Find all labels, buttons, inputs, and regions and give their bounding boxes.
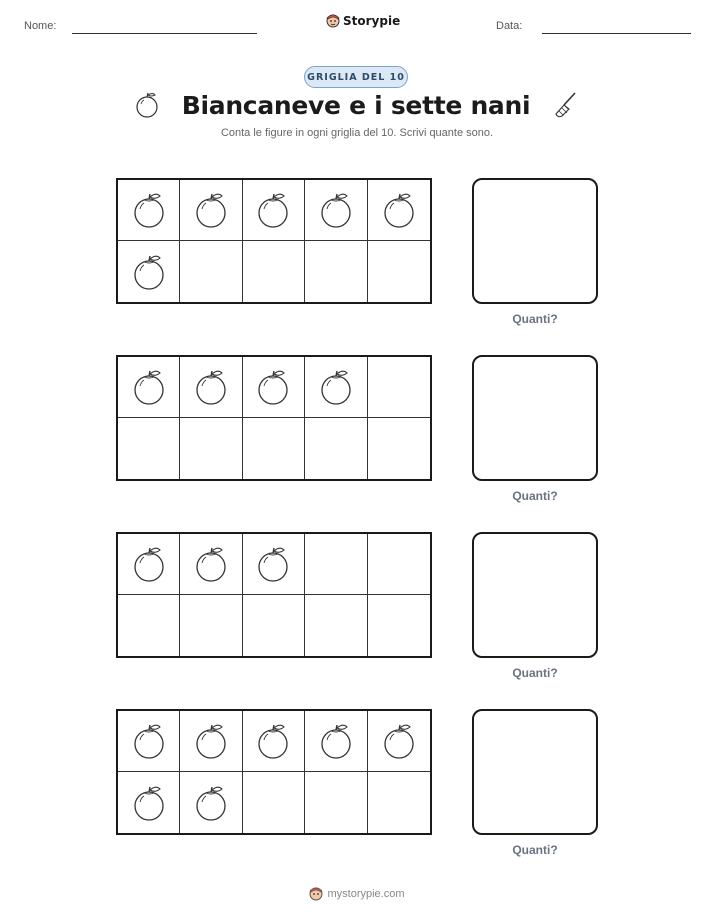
apple-icon (194, 722, 228, 760)
answer-label-2: Quanti? (512, 489, 558, 503)
ten-frame-cell-empty (243, 772, 305, 833)
ten-frame-cell-empty (368, 357, 430, 418)
ten-frame-cell-empty (368, 772, 430, 833)
ten-frame-cell-filled (243, 180, 305, 241)
apple-icon (194, 368, 228, 406)
ten-frame-cell-filled (305, 711, 367, 772)
apple-icon (132, 545, 166, 583)
ten-frame-cell-filled (118, 534, 180, 595)
apple-icon (132, 253, 166, 291)
ten-frame-cell-filled (180, 711, 242, 772)
apple-icon (256, 722, 290, 760)
ten-frame-cell-empty (180, 595, 242, 656)
ten-frame-cell-filled (305, 180, 367, 241)
apple-icon (256, 191, 290, 229)
ten-frame-cell-filled (243, 711, 305, 772)
answer-label-1: Quanti? (512, 312, 558, 326)
ten-frame-cell-empty (305, 418, 367, 479)
ten-frame-cell-empty (368, 241, 430, 302)
apple-icon (382, 191, 416, 229)
ten-frame-cell-empty (180, 241, 242, 302)
ten-frame-cell-empty (368, 534, 430, 595)
ten-frame-cell-filled (368, 711, 430, 772)
apple-icon (319, 191, 353, 229)
apple-icon (132, 191, 166, 229)
apple-icon (382, 722, 416, 760)
apple-icon (194, 191, 228, 229)
ten-frame-4 (116, 709, 432, 835)
ten-frame-1 (116, 178, 432, 304)
footer-url[interactable]: mystorypie.com (327, 888, 405, 900)
ten-frame-cell-filled (118, 772, 180, 833)
apple-icon (319, 722, 353, 760)
answer-box-2[interactable] (472, 355, 598, 481)
ten-frame-cell-filled (243, 357, 305, 418)
ten-frame-cell-empty (243, 241, 305, 302)
answer-box-1[interactable] (472, 178, 598, 304)
apple-icon (256, 368, 290, 406)
ten-frame-cell-filled (180, 180, 242, 241)
answer-box-4[interactable] (472, 709, 598, 835)
ten-frame-cell-empty (305, 241, 367, 302)
logo-text: Storypie (343, 14, 401, 28)
ten-frame-cell-filled (305, 357, 367, 418)
page-title: Biancaneve e i sette nani (181, 90, 531, 120)
ten-frame-cell-filled (368, 180, 430, 241)
apple-icon (194, 784, 228, 822)
broom-icon (552, 90, 580, 120)
ten-frame-cell-filled (180, 772, 242, 833)
mascot-icon (309, 886, 323, 902)
ten-frame-cell-filled (118, 241, 180, 302)
ten-frame-3 (116, 532, 432, 658)
apple-icon (132, 784, 166, 822)
answer-label-4: Quanti? (512, 843, 558, 857)
ten-frame-cell-filled (243, 534, 305, 595)
ten-frame-cell-empty (243, 595, 305, 656)
ten-frame-cell-empty (368, 418, 430, 479)
apple-icon (256, 545, 290, 583)
ten-frame-cell-empty (243, 418, 305, 479)
apple-icon (132, 368, 166, 406)
date-line[interactable] (542, 33, 691, 34)
apple-icon (132, 722, 166, 760)
name-line[interactable] (72, 33, 257, 34)
answer-box-3[interactable] (472, 532, 598, 658)
ten-frame-cell-filled (118, 357, 180, 418)
ten-frame-cell-empty (180, 418, 242, 479)
ten-frame-cell-empty (305, 772, 367, 833)
worksheet-type-badge: GRIGLIA DEL 10 (304, 66, 408, 88)
ten-frame-cell-empty (118, 418, 180, 479)
answer-label-3: Quanti? (512, 666, 558, 680)
ten-frame-cell-filled (118, 711, 180, 772)
mascot-icon (326, 13, 340, 29)
ten-frame-cell-filled (180, 534, 242, 595)
ten-frame-cell-empty (118, 595, 180, 656)
apple-icon (134, 91, 160, 119)
ten-frame-cell-empty (368, 595, 430, 656)
ten-frame-cell-empty (305, 534, 367, 595)
name-label: Nome: (24, 20, 57, 32)
ten-frame-cell-filled (118, 180, 180, 241)
footer (0, 886, 714, 902)
date-label: Data: (496, 20, 523, 32)
ten-frame-cell-empty (305, 595, 367, 656)
instructions: Conta le figure in ogni griglia del 10. Scrivi quante sono. (220, 127, 494, 139)
ten-frame-cell-filled (180, 357, 242, 418)
storypie-logo (326, 13, 400, 29)
ten-frame-2 (116, 355, 432, 481)
apple-icon (319, 368, 353, 406)
apple-icon (194, 545, 228, 583)
